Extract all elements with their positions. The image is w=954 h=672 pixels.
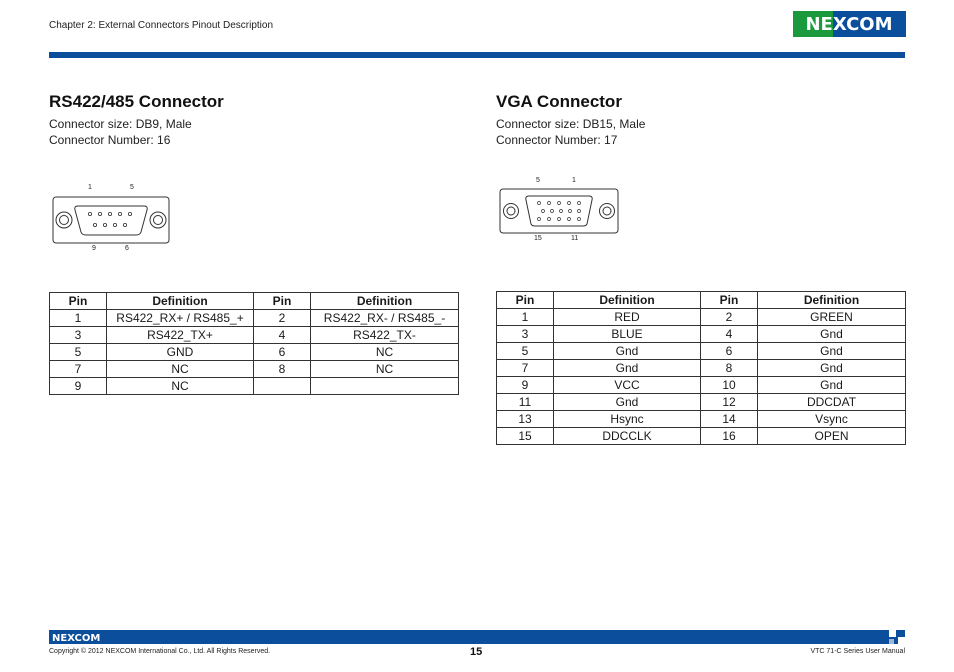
definition-cell: RS422_TX+ [107,327,254,344]
pin-cell: 9 [497,377,554,394]
pin-cell: 15 [497,428,554,445]
table-header-row [50,293,459,310]
table-row [497,326,906,343]
rs422-title: RS422/485 Connector [49,92,224,111]
column-header: Definition [554,292,701,309]
table-row [50,378,459,395]
db15-label-11: 11 [571,235,579,242]
pin-cell: 10 [701,377,758,394]
table-row [497,394,906,411]
db15-connector-shape [499,188,619,234]
vga-number: Connector Number: 17 [496,133,618,147]
definition-cell: Gnd [758,360,906,377]
definition-cell: Hsync [554,411,701,428]
pin-cell: 2 [254,310,311,327]
copyright-text: Copyright © 2012 NEXCOM International Co., Ltd. All Rights Reserved. [49,648,271,655]
pin-cell: 1 [497,309,554,326]
definition-cell: DDCDAT [758,394,906,411]
column-header: Definition [311,293,459,310]
table-row [497,377,906,394]
column-header: Definition [107,293,254,310]
footer-squares-icon [889,630,905,644]
table-row [50,344,459,361]
db9-label-1: 1 [88,184,92,191]
column-header: Definition [758,292,906,309]
column-header: Pin [701,292,758,309]
pin-cell: 9 [50,378,107,395]
definition-cell: GREEN [758,309,906,326]
db15-label-1: 1 [572,177,576,184]
db15-label-15: 15 [534,235,542,242]
rs422-number: Connector Number: 16 [49,133,171,147]
table-header-row [497,292,906,309]
pin-cell: 4 [701,326,758,343]
manual-title: VTC 71-C Series User Manual [810,648,905,655]
pin-cell: 3 [50,327,107,344]
db9-label-5: 5 [130,184,134,191]
pin-cell: 6 [701,343,758,360]
db9-diagram [52,184,172,256]
definition-cell: Gnd [554,394,701,411]
pin-cell [254,378,311,395]
definition-cell: Gnd [758,343,906,360]
table-row [497,360,906,377]
definition-cell [311,378,459,395]
db9-label-9: 9 [92,245,96,252]
definition-cell: OPEN [758,428,906,445]
page-number: 15 [470,646,483,658]
column-header: Pin [50,293,107,310]
pin-cell: 6 [254,344,311,361]
db15-diagram [499,177,621,247]
header-bar [49,52,905,58]
definition-cell: RS422_TX- [311,327,459,344]
pin-cell: 5 [50,344,107,361]
definition-cell: RS422_RX- / RS485_- [311,310,459,327]
definition-cell: Gnd [554,343,701,360]
definition-cell: RS422_RX+ / RS485_+ [107,310,254,327]
rs422-size: Connector size: DB9, Male [49,117,192,131]
table-row [497,309,906,326]
table-row [497,343,906,360]
pin-cell: 12 [701,394,758,411]
pin-cell: 11 [497,394,554,411]
definition-cell: GND [107,344,254,361]
vga-title: VGA Connector [496,92,622,111]
definition-cell: NC [107,378,254,395]
pin-cell: 7 [497,360,554,377]
svg-text:NEXCOM: NEXCOM [52,633,101,642]
definition-cell: Gnd [758,377,906,394]
nexcom-logo [793,11,906,37]
definition-cell: NC [311,344,459,361]
definition-cell: Vsync [758,411,906,428]
vga-size: Connector size: DB15, Male [496,117,646,131]
pin-cell: 3 [497,326,554,343]
definition-cell: DDCCLK [554,428,701,445]
pin-cell: 16 [701,428,758,445]
footer-bar [49,630,905,644]
pin-cell: 4 [254,327,311,344]
svg-text:NEXCOM: NEXCOM [805,14,893,35]
definition-cell: Gnd [554,360,701,377]
pin-cell: 13 [497,411,554,428]
rs422-pin-table [49,292,459,395]
pin-cell: 2 [701,309,758,326]
pin-cell: 8 [701,360,758,377]
pin-cell: 1 [50,310,107,327]
definition-cell: BLUE [554,326,701,343]
column-header: Pin [254,293,311,310]
table-row [50,327,459,344]
pin-cell: 14 [701,411,758,428]
table-row [497,411,906,428]
definition-cell: NC [107,361,254,378]
table-row [50,310,459,327]
rs422-section [49,91,459,148]
definition-cell: VCC [554,377,701,394]
vga-pin-table [496,291,906,445]
nexcom-footer-logo [52,632,108,642]
db9-label-6: 6 [125,245,129,252]
definition-cell: Gnd [758,326,906,343]
db15-label-5: 5 [536,177,540,184]
table-row [50,361,459,378]
pin-cell: 8 [254,361,311,378]
pin-cell: 7 [50,361,107,378]
vga-section [496,91,906,148]
pin-cell: 5 [497,343,554,360]
definition-cell: RED [554,309,701,326]
chapter-title: Chapter 2: External Connectors Pinout Description [49,20,274,31]
db9-connector-shape [52,196,170,244]
column-header: Pin [497,292,554,309]
table-row [497,428,906,445]
definition-cell: NC [311,361,459,378]
